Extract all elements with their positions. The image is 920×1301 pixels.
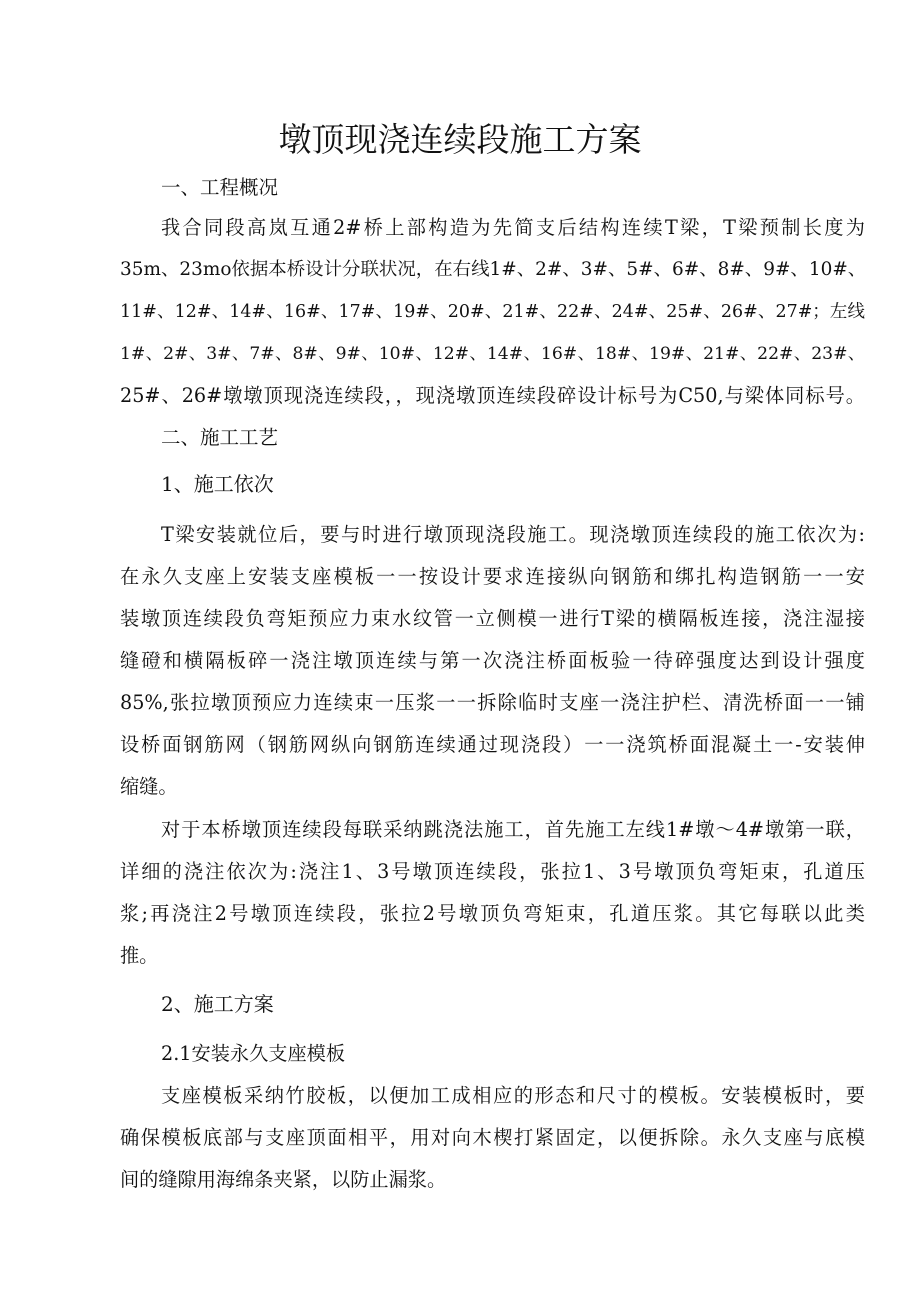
- paragraph-line: 我合同段高岚互通2#桥上部构造为先简支后结构连续T梁，T梁预制长度为: [161, 216, 865, 239]
- paragraph-line: 1#、2#、3#、7#、8#、9#、10#、12#、14#、16#、18#、19#、21#、22#、23#、: [120, 344, 865, 364]
- paragraph-line: 缩缝。: [120, 775, 178, 798]
- paragraph-line: 间的缝隙用海绵条夹紧，以防止漏浆。: [120, 1168, 447, 1191]
- paragraph-line: 在永久支座上安装支座模板一一按设计要求连接纵向钢筋和绑扎构造钢筋一一安: [120, 565, 865, 588]
- document-title: 墩顶现浇连续段施工方案: [278, 120, 642, 159]
- subsection-heading-formwork: 2.1安装永久支座模板: [161, 1042, 346, 1065]
- subsection-heading-plan: 2、施工方案: [161, 992, 274, 1016]
- paragraph-line: 详细的浇注依次为:浇注1、3号墩顶连续段，张拉1、3号墩顶负弯矩束，孔道压: [120, 860, 865, 883]
- section-heading-overview: 一、工程概况: [161, 176, 279, 199]
- paragraph-line: 85%,张拉墩顶预应力连续束一压浆一一拆除临时支座一浇注护栏、清洗桥面一一铺: [120, 691, 865, 714]
- paragraph-line: 11#、12#、14#、16#、17#、19#、20#、21#、22#、24#、25#、26#、27#；左线: [120, 302, 865, 322]
- paragraph-line: 对于本桥墩顶连续段每联采纳跳浇法施工，首先施工左线1#墩～4#墩第一联，: [161, 818, 865, 841]
- paragraph-line: 支座模板采纳竹胶板，以便加工成相应的形态和尺寸的模板。安装模板时，要: [161, 1084, 865, 1107]
- paragraph-line: T梁安装就位后，要与时进行墩顶现浇段施工。现浇墩顶连续段的施工依次为:: [161, 523, 865, 546]
- paragraph-line: 装墩顶连续段负弯矩预应力束水纹管一立侧模一进行T梁的横隔板连接，浇注湿接: [120, 607, 865, 630]
- paragraph-line: 推。: [120, 944, 159, 967]
- paragraph-line: 缝磴和横隔板碎一浇注墩顶连续与第一次浇注桥面板验一待碎强度达到设计强度: [120, 649, 865, 672]
- section-heading-process: 二、施工工艺: [161, 426, 279, 449]
- paragraph-line: 确保模板底部与支座顶面相平，用对向木楔打紧固定，以便拆除。永久支座与底模: [120, 1126, 865, 1149]
- paragraph-line: 设桥面钢筋网（钢筋网纵向钢筋连续通过现浇段）一一浇筑桥面混凝土一-安装伸: [120, 733, 865, 756]
- paragraph-line: 35m、23mo依据本桥设计分联状况，在右线1#、2#、3#、5#、6#、8#、9#、10#、: [120, 259, 867, 280]
- paragraph-line: 浆;再浇注2号墩顶连续段，张拉2号墩顶负弯矩束，孔道压浆。其它每联以此类: [120, 902, 865, 925]
- paragraph-line: 25#、26#墩墩顶现浇连续段，，现浇墩顶连续段碎设计标号为C50,与梁体同标号。: [120, 384, 865, 407]
- subsection-heading-sequence: 1、施工依次: [161, 472, 274, 496]
